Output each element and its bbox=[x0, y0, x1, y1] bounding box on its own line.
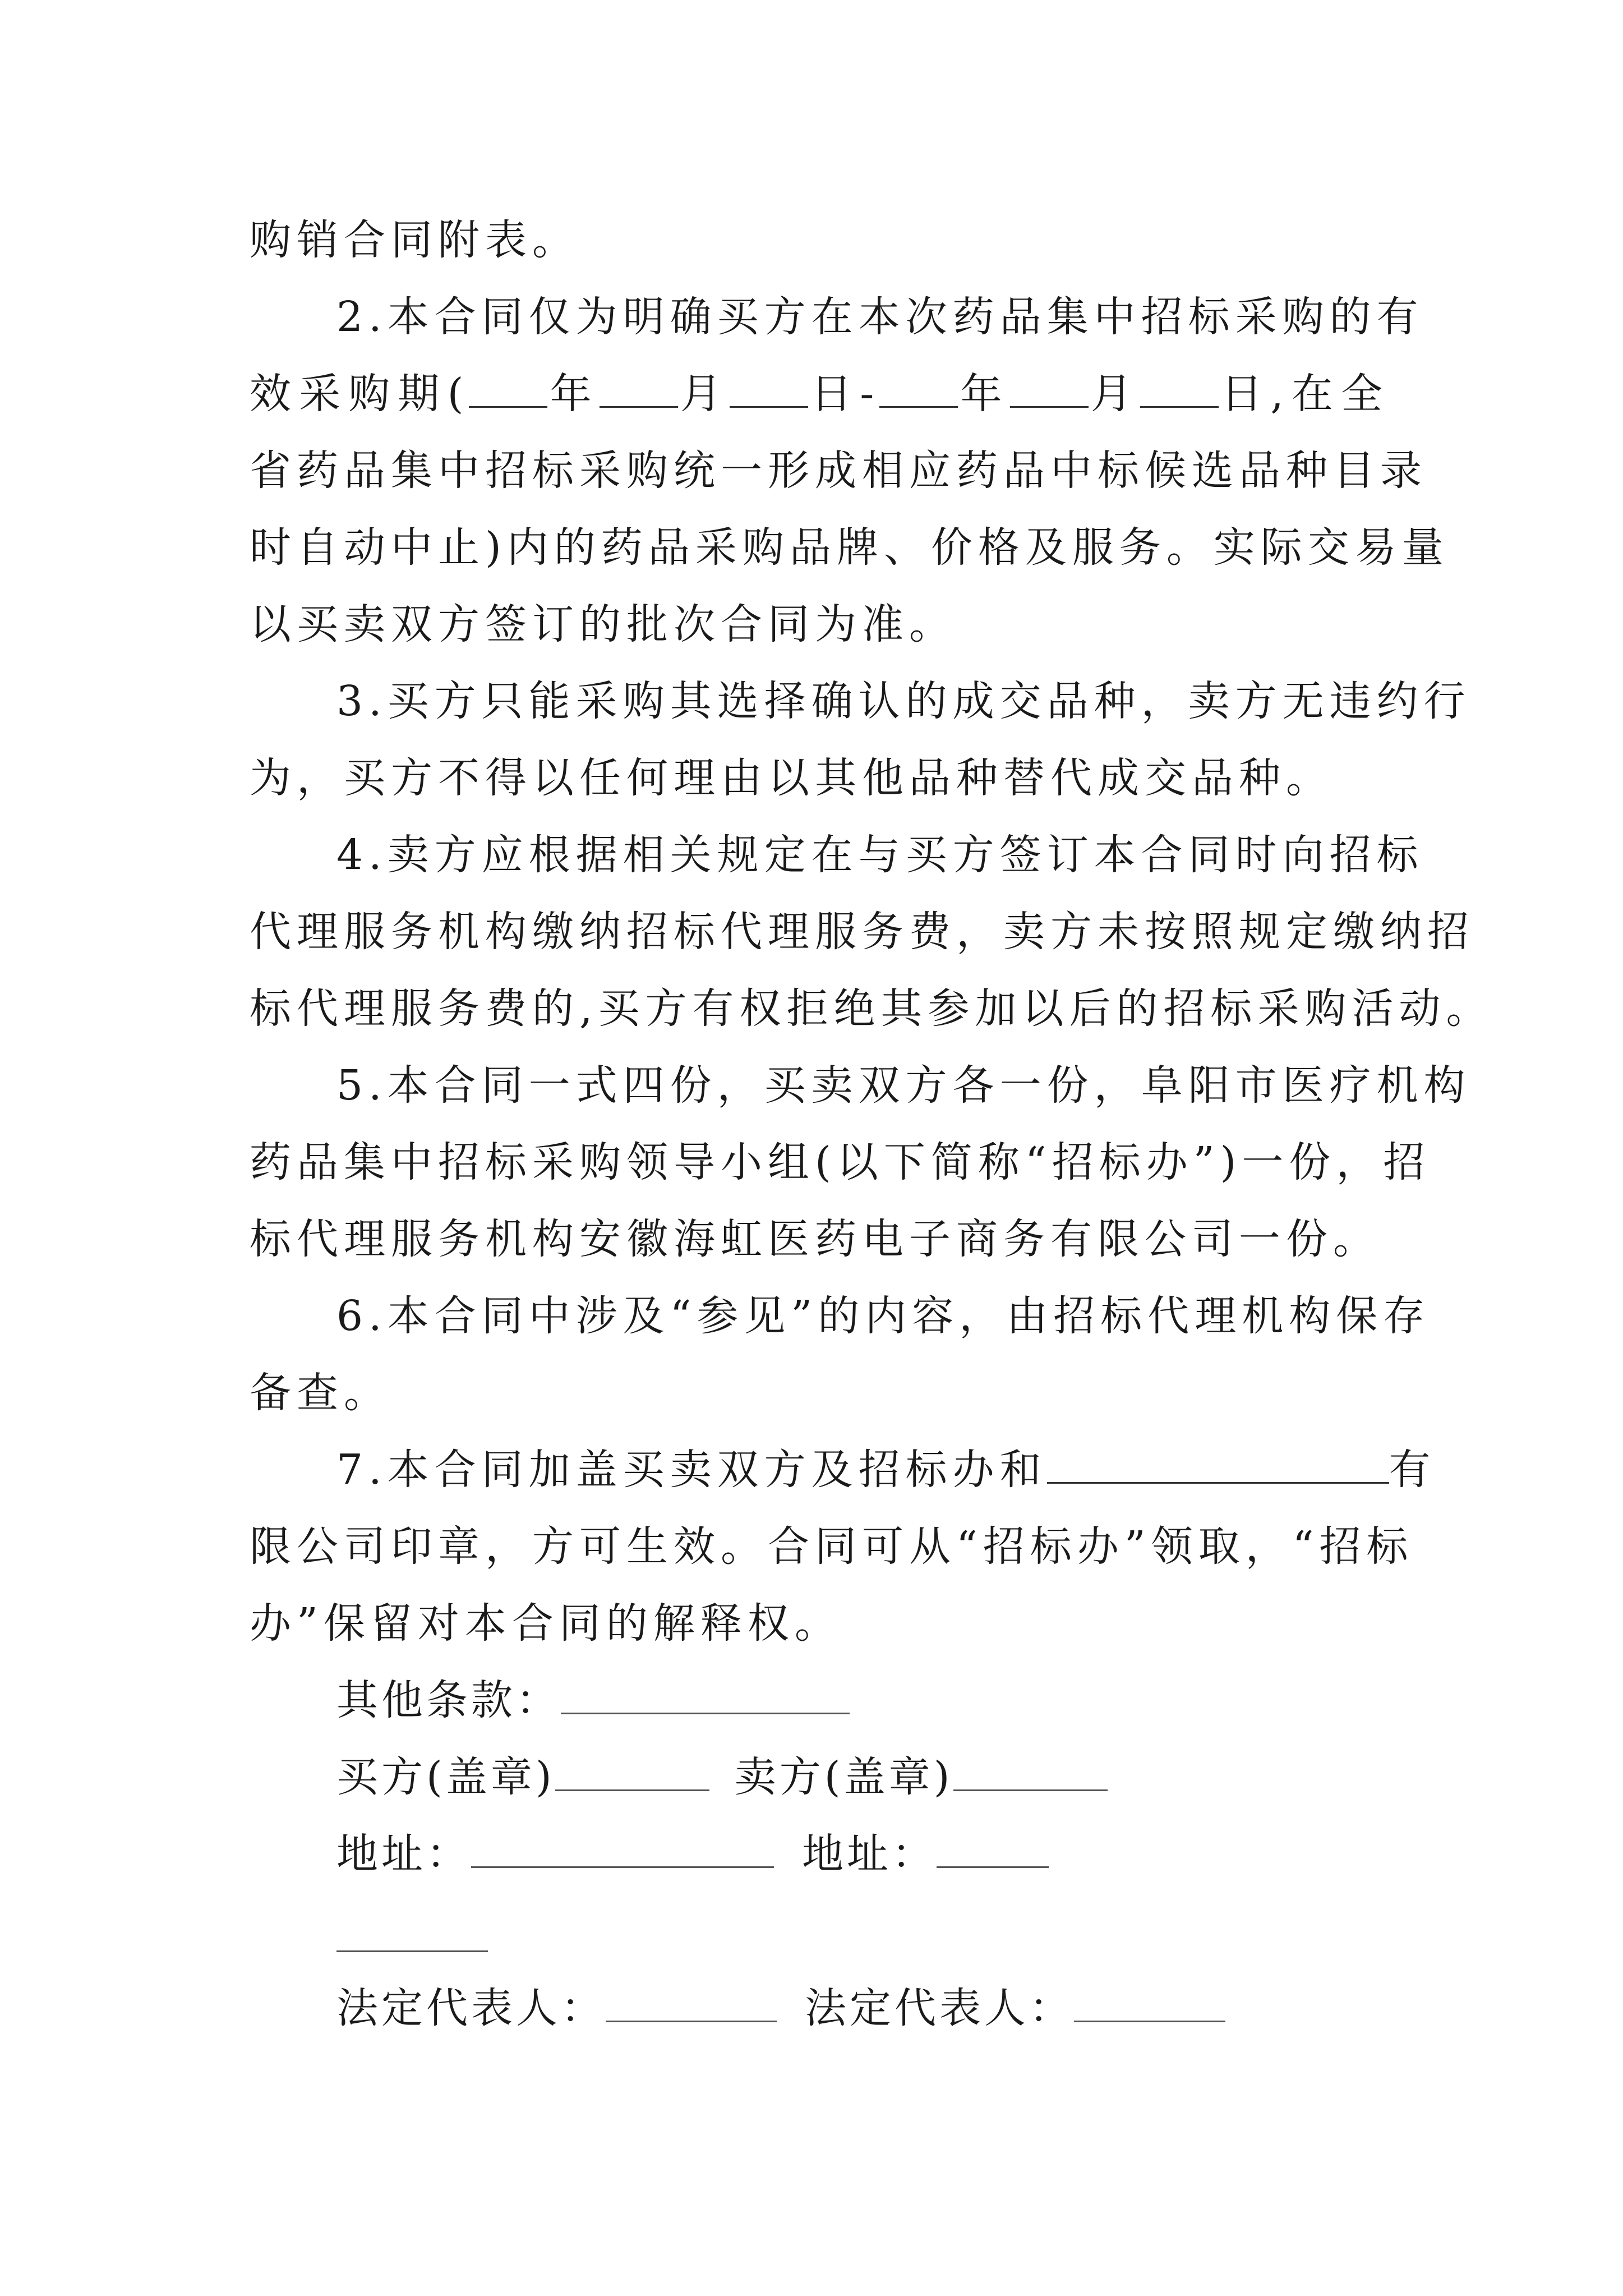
clause-7-text: 7.本合同加盖买卖双方及招标办和 bbox=[336, 1446, 1047, 1494]
clause-5-line-1: 5.本合同一式四份，买卖双方各一份，阜阳市医疗机构 bbox=[336, 1061, 1471, 1110]
seller-address-label: 地址： bbox=[802, 1830, 937, 1878]
clause-2-line-1: 2.本合同仅为明确买方在本次药品集中招标采购的有 bbox=[336, 293, 1424, 341]
clause-7-line-1 bbox=[336, 1442, 1436, 1498]
clause-7-line-2: 限公司印章，方可生效。合同可从“招标办”领取，“招标 bbox=[250, 1522, 1414, 1571]
clause-2-line-5: 以买卖双方签订的批次合同为准。 bbox=[250, 600, 956, 648]
blank-company-name bbox=[1047, 1445, 1389, 1484]
other-terms-label: 其他条款： bbox=[336, 1676, 561, 1724]
clause-2-text: 效采购期( bbox=[250, 370, 469, 418]
clause-5-line-3: 标代理服务机构安徽海虹医药电子商务有限公司一份。 bbox=[250, 1215, 1380, 1263]
clause-3-line-1: 3.买方只能采购其选择确认的成交品种，卖方无违约行 bbox=[336, 677, 1471, 725]
blank-month-end bbox=[1010, 369, 1089, 408]
clause-2-text: 年 bbox=[958, 370, 1010, 418]
buyer-address-label: 地址： bbox=[336, 1830, 471, 1878]
address-row bbox=[336, 1826, 1049, 1882]
buyer-legal-rep-label: 法定代表人： bbox=[336, 1984, 606, 2032]
seller-legal-rep-label: 法定代表人： bbox=[805, 1984, 1074, 2032]
clause-2-text: 日- bbox=[808, 370, 880, 418]
blank-year-start bbox=[469, 369, 547, 408]
clause-2-text: 日,在全 bbox=[1218, 370, 1389, 418]
legal-rep-row bbox=[336, 1980, 1225, 2036]
clause-5-line-2: 药品集中招标采购领导小组(以下简称“招标办”)一份，招 bbox=[250, 1138, 1431, 1186]
clause-2-line-2 bbox=[250, 366, 1388, 422]
buyer-address-blank bbox=[471, 1827, 774, 1868]
clause-2-text: 月 bbox=[677, 370, 730, 418]
seller-seal-blank bbox=[953, 1750, 1108, 1791]
blank-day-end bbox=[1140, 369, 1219, 408]
blank-year-end bbox=[879, 369, 958, 408]
clause-2-line-3: 省药品集中招标采购统一形成相应药品中标候选品种目录 bbox=[250, 447, 1427, 495]
buyer-seal-label: 买方(盖章) bbox=[336, 1753, 555, 1801]
party-seal-row bbox=[336, 1749, 1108, 1805]
seller-legal-rep-blank bbox=[1074, 1981, 1225, 2022]
other-terms-row bbox=[336, 1672, 850, 1728]
buyer-seal-blank bbox=[555, 1750, 709, 1791]
clause-6-line-2: 备查。 bbox=[250, 1369, 391, 1417]
clause-4-line-2: 代理服务机构缴纳招标代理服务费，卖方未按照规定缴纳招 bbox=[250, 908, 1474, 956]
seller-seal-label: 卖方(盖章) bbox=[734, 1753, 953, 1801]
paragraph-line: 购销合同附表。 bbox=[250, 216, 579, 264]
clause-3-line-2: 为，买方不得以任何理由以其他品种替代成交品种。 bbox=[250, 754, 1333, 802]
seller-address-blank bbox=[937, 1827, 1049, 1868]
address-continuation-blank bbox=[336, 1950, 488, 1952]
clause-4-line-1: 4.卖方应根据相关规定在与买方签订本合同时向招标 bbox=[336, 831, 1424, 879]
other-terms-blank bbox=[561, 1673, 850, 1714]
buyer-legal-rep-blank bbox=[606, 1981, 777, 2022]
clause-2-text: 年 bbox=[547, 370, 600, 418]
clause-7-line-3: 办”保留对本合同的解释权。 bbox=[250, 1599, 842, 1648]
clause-2-line-4: 时自动中止)内的药品采购品牌、价格及服务。实际交易量 bbox=[250, 523, 1449, 572]
clause-2-text: 月 bbox=[1088, 370, 1140, 418]
clause-6-line-1: 6.本合同中涉及“参见”的内容，由招标代理机构保存 bbox=[336, 1292, 1431, 1340]
clause-4-line-3: 标代理服务费的,买方有权拒绝其参加以后的招标采购活动。 bbox=[250, 984, 1493, 1033]
blank-month-start bbox=[600, 369, 678, 408]
blank-day-start bbox=[730, 369, 808, 408]
clause-7-text: 有 bbox=[1389, 1446, 1436, 1494]
